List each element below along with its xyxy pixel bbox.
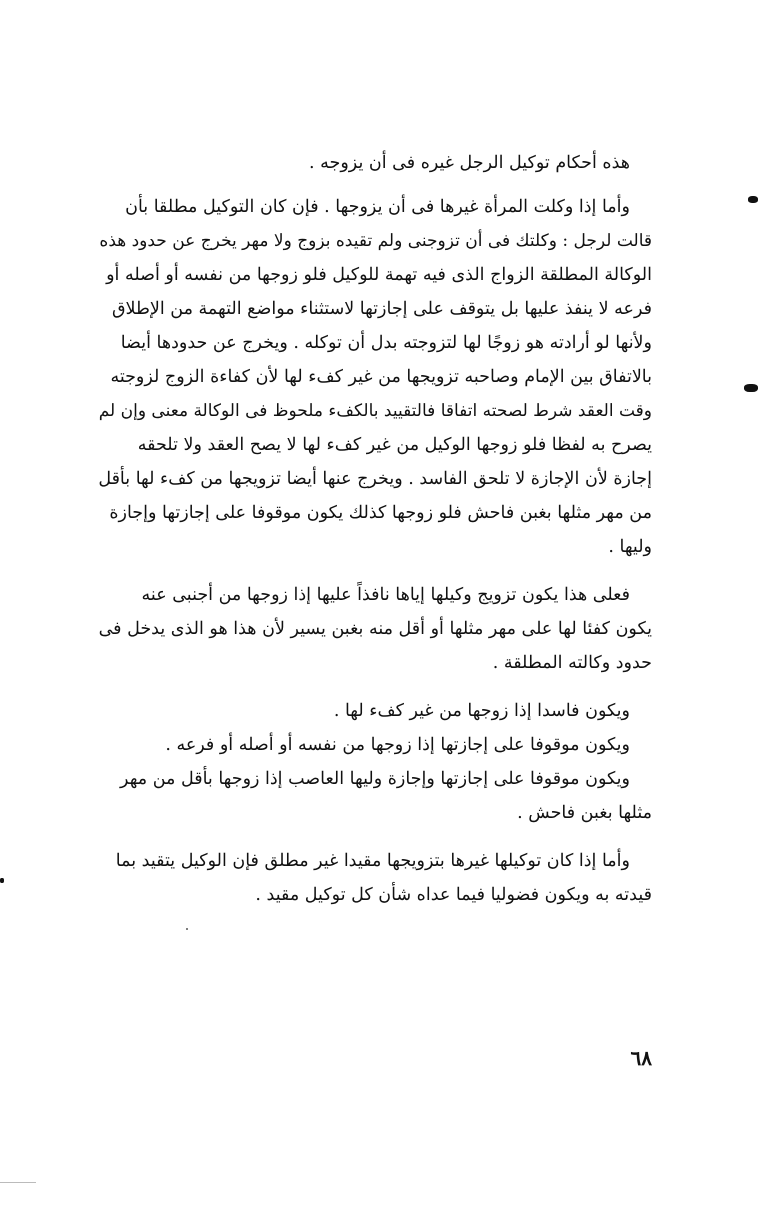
ink-speck xyxy=(186,928,188,930)
text-line: ويكون فاسدا إذا زوجها من غير كفء لها . xyxy=(333,701,630,721)
text-line: وأما إذا وكلت المرأة غيرها فى أن يزوجها . فإن كان التوكيل مطلقا بأن xyxy=(125,197,630,217)
page-number: ٦٨ xyxy=(630,1046,652,1070)
text-line: وقت العقد شرط لصحته اتفاقا فالتقييد بالكفء ملحوظ فى الوكالة معنى وإن لم xyxy=(98,401,652,421)
text-line: هذه أحكام توكيل الرجل غيره فى أن يزوجه . xyxy=(309,153,630,173)
text-line: الوكالة المطلقة الزواج الذى فيه تهمة للوكيل فلو زوجها من نفسه أو أصله أو xyxy=(106,265,652,285)
text-line: وأما إذا كان توكيلها غيرها بتزويجها مقيدا غير مطلق فإن الوكيل يتقيد بما xyxy=(115,851,630,871)
margin-ink-mark xyxy=(0,878,4,883)
body-text xyxy=(92,146,652,912)
text-line: يكون كفئا لها على مهر مثلها أو أقل منه بغبن يسير لأن هذا هو الذى يدخل فى xyxy=(98,619,652,639)
paragraph-2 xyxy=(92,190,652,564)
text-line: ويكون موقوفا على إجازتها إذا زوجها من نفسه أو أصله أو فرعه . xyxy=(165,735,630,755)
text-line: ويكون موقوفا على إجازتها وإجازة وليها العاصب إذا زوجها بأقل من مهر xyxy=(120,769,630,789)
scan-edge-line xyxy=(0,1182,36,1183)
text-line: بالاتفاق بين الإمام وصاحبه تزويجها من غير كفء لها لأن كفاءة الزوج لزوجته xyxy=(110,367,652,387)
text-line: من مهر مثلها بغبن فاحش فلو زوجها كذلك يكون موقوفا على إجازتها وإجازة xyxy=(109,503,652,523)
paragraph-5 xyxy=(92,844,652,912)
paragraph-1 xyxy=(92,146,652,180)
margin-ink-mark xyxy=(748,196,758,203)
text-line: حدود وكالته المطلقة . xyxy=(492,653,652,673)
paragraph-3 xyxy=(92,578,652,680)
text-line: يصرح به لفظا فلو زوجها الوكيل من غير كفء لها لا يصح العقد ولا تلحقه xyxy=(137,435,652,455)
text-line: إجازة لأن الإجازة لا تلحق الفاسد . ويخرج عنها أيضا تزويجها من كفء لها بأقل xyxy=(98,469,652,489)
margin-ink-mark xyxy=(744,384,758,392)
text-line: قالت لرجل : وكلتك فى أن تزوجنى ولم تقيده بزوج ولا مهر يخرج عن حدود هذه xyxy=(99,231,652,251)
text-line: فعلى هذا يكون تزويج وكيلها إياها نافذاً عليها إذا زوجها من أجنبى عنه xyxy=(141,585,630,605)
text-line: قيدته به ويكون فضوليا فيما عداه شأن كل توكيل مقيد . xyxy=(255,885,652,905)
text-line: وليها . xyxy=(608,537,652,557)
paragraph-4 xyxy=(92,694,652,830)
text-line: ولأنها لو أرادته هو زوجًا لها لتزوجته بدل أن توكله . ويخرج عن حدودها أيضا xyxy=(120,333,652,353)
text-line: فرعه لا ينفذ عليها بل يتوقف على إجازتها لاستثناء مواضع التهمة من الإطلاق xyxy=(111,299,652,319)
text-line: مثلها بغبن فاحش . xyxy=(517,803,652,823)
